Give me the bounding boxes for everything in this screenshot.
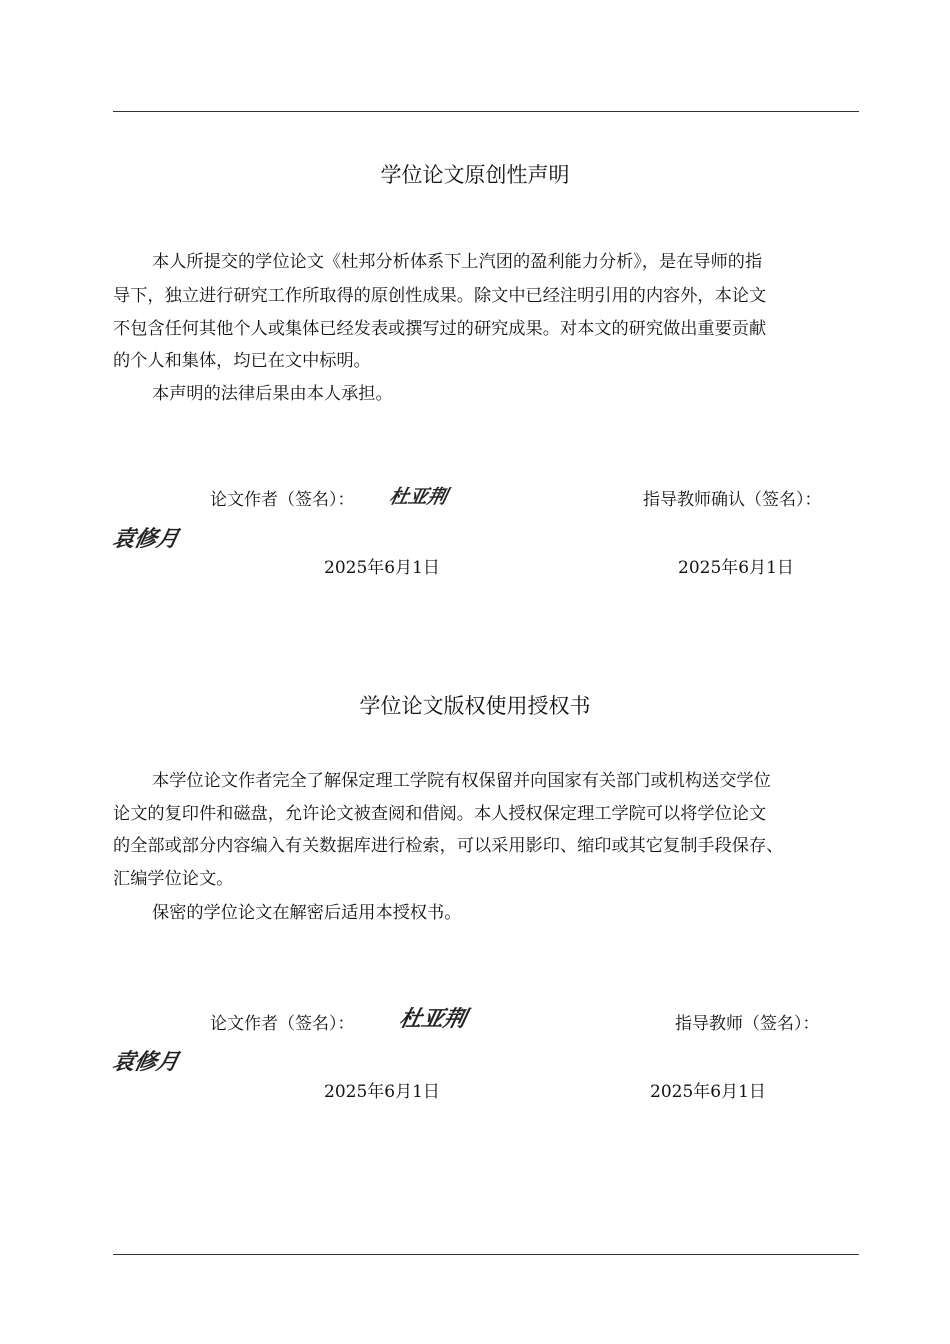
declaration-advisor-signature: 袁修月 — [109, 526, 182, 552]
declaration-line: 的个人和集体，均已在文中标明。 — [113, 351, 371, 371]
declaration-line: 不包含任何其他个人或集体已经发表或撰写过的研究成果。对本文的研究做出重要贡献 — [113, 319, 767, 339]
authorization-line: 汇编学位论文。 — [113, 869, 234, 889]
declaration-author-date: 2025年6月1日 — [324, 558, 440, 578]
authorization-advisor-date: 2025年6月1日 — [650, 1082, 766, 1102]
declaration-advisor-date: 2025年6月1日 — [678, 558, 794, 578]
authorization-advisor-signature: 袁修月 — [109, 1049, 182, 1075]
bottom-rule — [113, 1254, 859, 1255]
authorization-line: 保密的学位论文在解密后适用本授权书。 — [152, 903, 462, 923]
authorization-author-signature: 杜亚荆 — [396, 1006, 469, 1032]
authorization-line: 本学位论文作者完全了解保定理工学院有权保留并向国家有关部门或机构送交学位 — [152, 771, 771, 791]
declaration-advisor-label: 指导教师确认（签名）： — [643, 490, 822, 510]
authorization-author-label: 论文作者（签名）： — [210, 1014, 355, 1034]
declaration-author-signature: 杜亚荆 — [387, 486, 450, 508]
declaration-title: 学位论文原创性声明 — [380, 163, 570, 187]
authorization-line: 的全部或部分内容编入有关数据库进行检索，可以采用影印、缩印或其它复制手段保存、 — [113, 836, 784, 856]
authorization-advisor-label: 指导教师（签名）： — [675, 1014, 820, 1034]
authorization-line: 论文的复印件和磁盘，允许论文被查阅和借阅。本人授权保定理工学院可以将学位论文 — [113, 804, 767, 824]
declaration-line: 本声明的法律后果由本人承担。 — [152, 384, 393, 404]
authorization-title: 学位论文版权使用授权书 — [359, 694, 591, 718]
declaration-line: 本人所提交的学位论文《杜邦分析体系下上汽团的盈利能力分析》，是在导师的指 — [152, 252, 763, 272]
declaration-line: 导下，独立进行研究工作所取得的原创性成果。除文中已经注明引用的内容外，本论文 — [113, 286, 767, 306]
top-rule — [113, 111, 859, 112]
declaration-author-label: 论文作者（签名）： — [210, 490, 355, 510]
authorization-author-date: 2025年6月1日 — [324, 1082, 440, 1102]
